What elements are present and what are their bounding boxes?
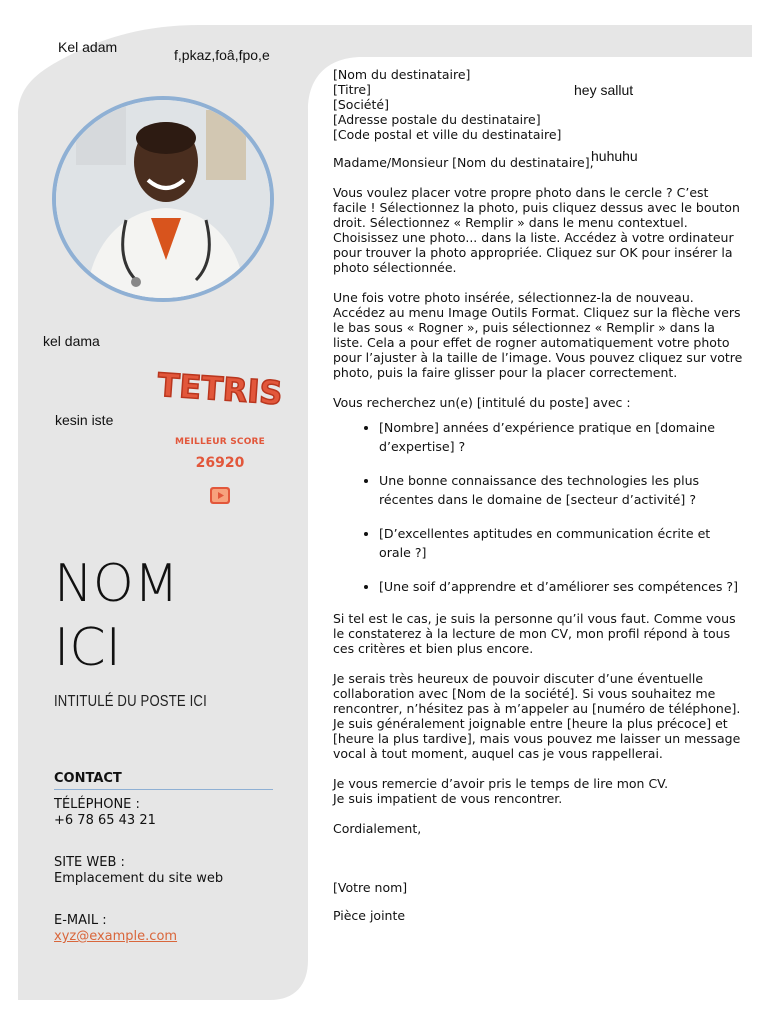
list-item: • [Une soif d’apprendre et d’améliorer ses compétences ?]: [379, 577, 743, 596]
list-item: • [D’excellentes aptitudes en communication écrite et orale ?]: [379, 524, 743, 562]
paragraph-1: Vous voulez placer votre propre photo dans le cercle ? C’est facile ! Sélectionnez la photo, puis cliquez dessus avec le bouton droit. Sélectionnez « Remplir » dans le menu contextuel. Choisissez une photo... dans la liste. Accédez à votre ordinateur pour trouver la photo appropriée. Cliquez sur OK pour insérer la photo sélectionnée.: [333, 185, 740, 275]
paragraph-4: Si tel est le cas, je suis la personne qu’il vous faut. Comme vous le constaterez à la lecture de mon CV, mon profil répond à tous ces critères et bien plus encore.: [333, 611, 736, 656]
profile-photo[interactable]: [52, 96, 274, 302]
email-link[interactable]: xyz@example.com: [54, 929, 178, 944]
contact-phone: TÉLÉPHONE : +6 78 65 43 21: [54, 797, 156, 828]
contact-email: E-MAIL : xyz@example.com: [54, 913, 178, 944]
paragraph-3: Vous recherchez un(e) [intitulé du poste] avec :: [333, 395, 631, 410]
svg-text:TETRIS: TETRIS: [156, 366, 284, 412]
recipient-address: [Nom du destinataire] [Titre] [Société] [Adresse postale du destinataire] [Code postal et ville du destinataire]: [333, 67, 562, 142]
paragraph-5: Je serais très heureux de pouvoir discuter d’une éventuelle collaboration avec [Nom de la société]. Si vous souhaitez me rencontrer, n’hésitez pas à m’appeler au [numéro de téléphone]. Je suis généralement joignable entre [heure la plus précoce] et [heure la plus tardive], mais vous pouvez me laisser un message vocal à tout moment, auquel cas je vous rappellerai.: [333, 671, 741, 761]
play-button[interactable]: [210, 487, 230, 504]
contact-website: SITE WEB : Emplacement du site web: [54, 855, 224, 886]
play-icon: [210, 487, 230, 504]
requirements-list: [333, 418, 743, 596]
best-score-value: 26920: [195, 455, 245, 471]
note-kesin-iste: kesin iste: [55, 412, 114, 428]
best-score-label: MEILLEUR SCORE: [174, 437, 266, 447]
cover-letter: [333, 67, 743, 938]
salutation: Madame/Monsieur [Nom du destinataire],: [333, 155, 594, 170]
contact-heading: CONTACT: [54, 771, 122, 786]
note-hey-sallut: hey sallut: [574, 82, 634, 98]
list-item: • [Nombre] années d’expérience pratique en [domaine d’expertise] ?: [379, 418, 743, 456]
attachment-note: Pièce jointe: [333, 908, 406, 923]
signature: [Votre nom]: [333, 880, 408, 895]
paragraph-2: Une fois votre photo insérée, sélectionnez-la de nouveau. Accédez au menu Image Outils Format. Cliquez sur la flèche vers le bas sous « Rogner », puis sélectionnez « Remplir » dans la liste. Cela a pour effet de rogner automatiquement votre photo pour l’ajuster à la taille de l’image. Vous pouvez cliquez sur votre photo, puis la faire glisser pour la placer correctement.: [333, 290, 743, 380]
paragraph-6: Je vous remercie d’avoir pris le temps de lire mon CV. Je suis impatient de vous rencontrer.: [333, 776, 669, 806]
contact-divider: [54, 789, 273, 790]
candidate-name: NOM ICI: [54, 554, 179, 678]
note-random-text: f,pkaz,foâ,fpo,e: [174, 47, 270, 63]
note-huhuhu: huhuhu: [591, 148, 638, 164]
note-kel-dama: kel dama: [43, 333, 100, 349]
job-title: INTITULÉ DU POSTE ICI: [54, 693, 207, 710]
list-item: • Une bonne connaissance des technologies les plus récentes dans le domaine de [secteur d’activité] ?: [379, 471, 743, 509]
closing: Cordialement,: [333, 821, 422, 836]
note-kel-adam: Kel adam: [58, 39, 118, 55]
tetris-logo: [152, 366, 288, 412]
